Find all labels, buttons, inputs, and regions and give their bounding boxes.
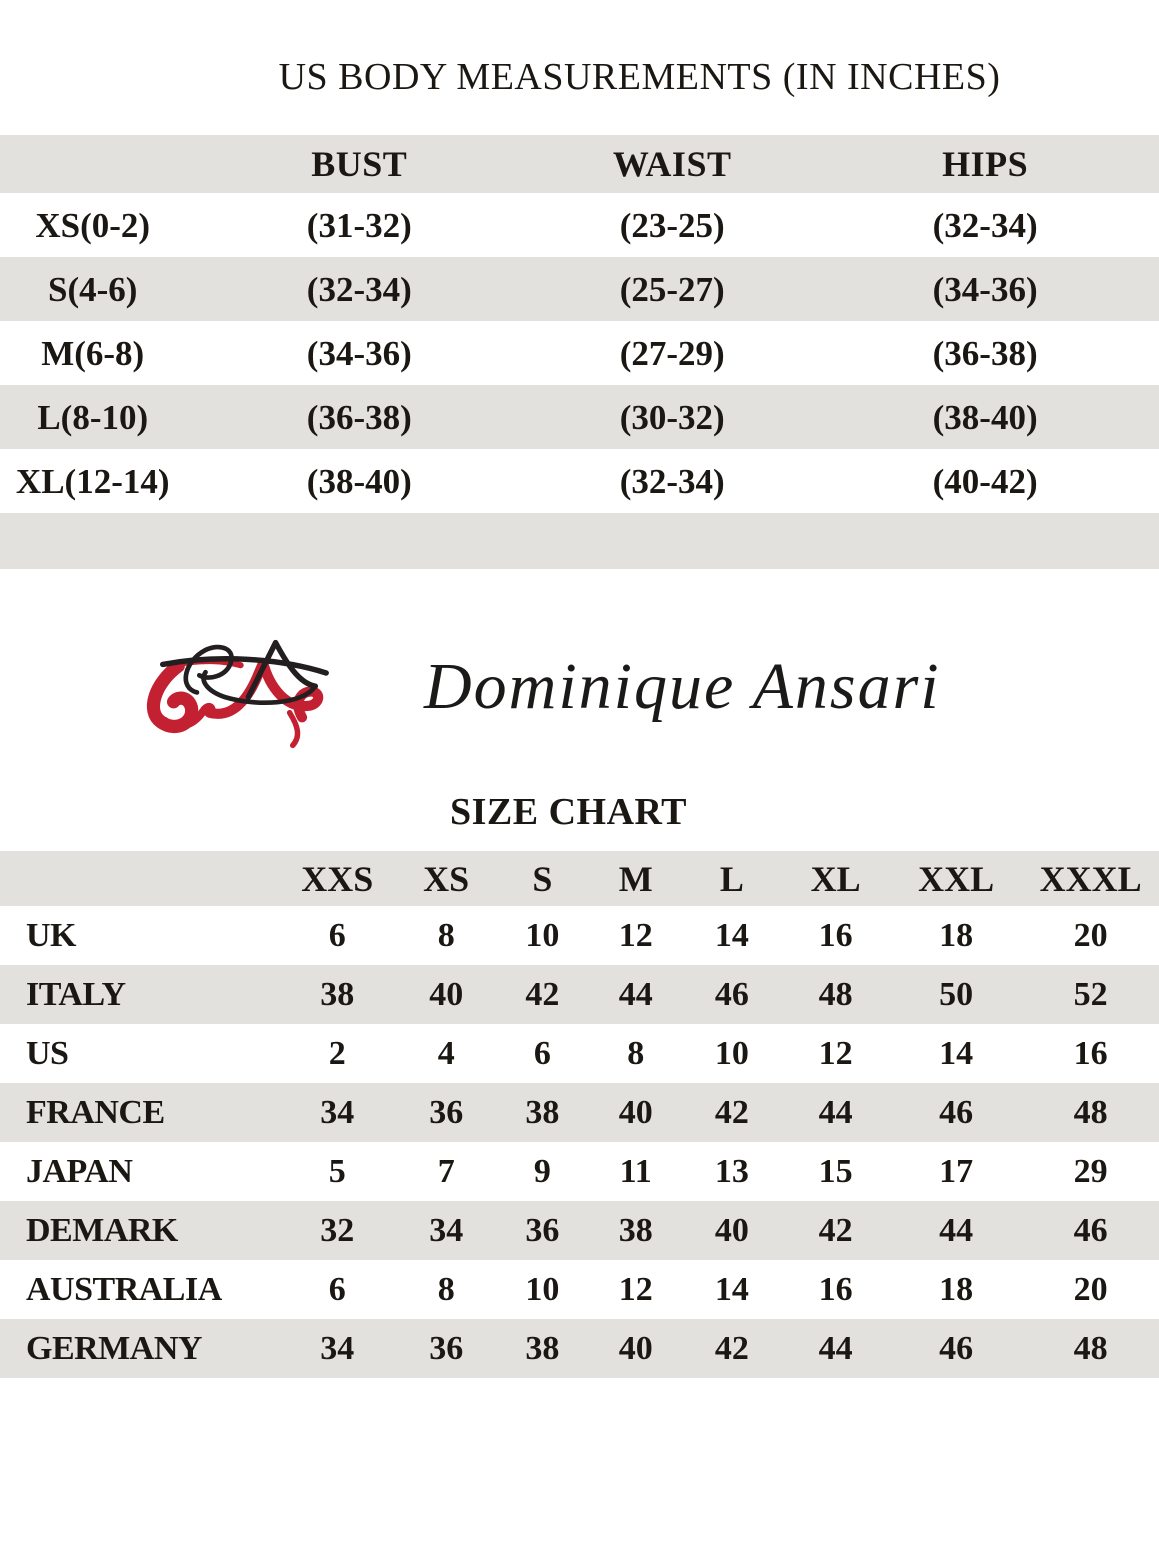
size-value: 44	[939, 1211, 974, 1249]
size-chart-page	[0, 52, 1159, 1378]
size-value: 14	[714, 1270, 749, 1308]
table-row	[0, 1319, 1159, 1378]
waist-value: (27-29)	[619, 333, 725, 373]
hips-value: (34-36)	[932, 269, 1038, 309]
us-measurements-table	[0, 135, 1159, 569]
table-row	[0, 193, 1159, 257]
header-blank-cell	[0, 135, 185, 193]
bust-value: (32-34)	[306, 269, 412, 309]
size-value: 16	[818, 1270, 853, 1308]
us-measurements-title: US BODY MEASUREMENTS (IN INCHES)	[278, 56, 1001, 98]
size-value: 7	[437, 1152, 455, 1190]
size-value: 46	[714, 975, 749, 1013]
size-value: 13	[714, 1152, 749, 1190]
header-blank-cell	[0, 851, 278, 906]
hips-value: (36-38)	[932, 333, 1038, 373]
size-value: 29	[1073, 1152, 1108, 1190]
header-xs: XS	[423, 858, 470, 899]
size-value: 16	[1073, 1034, 1108, 1072]
size-value: 6	[328, 1270, 346, 1308]
country-label: FRANCE	[26, 1093, 165, 1131]
table-row	[0, 1201, 1159, 1260]
size-value: 34	[320, 1329, 355, 1367]
size-value: 44	[818, 1329, 853, 1367]
header-xxs: XXS	[301, 858, 374, 899]
size-value: 18	[939, 916, 974, 954]
size-value: 10	[714, 1034, 749, 1072]
size-label: L(8-10)	[37, 397, 149, 437]
bust-value: (36-38)	[306, 397, 412, 437]
table-row	[0, 321, 1159, 385]
header-waist: WAIST	[612, 144, 732, 184]
size-value: 38	[525, 1329, 560, 1367]
table-row	[0, 965, 1159, 1024]
header-xxxl: XXXL	[1039, 858, 1142, 899]
country-label: US	[26, 1034, 69, 1072]
table-row	[0, 1260, 1159, 1319]
table-row	[0, 906, 1159, 965]
size-value: 20	[1073, 1270, 1108, 1308]
waist-value: (32-34)	[619, 461, 725, 501]
table-row	[0, 257, 1159, 321]
table-row	[0, 385, 1159, 449]
country-label: AUSTRALIA	[26, 1270, 222, 1308]
size-value: 32	[320, 1211, 355, 1249]
spacer-row	[0, 513, 1159, 569]
size-chart-header-row	[0, 851, 1159, 906]
country-label: UK	[26, 916, 76, 954]
header-xxl: XXL	[918, 858, 995, 899]
size-value: 2	[328, 1034, 346, 1072]
bust-value: (31-32)	[306, 205, 412, 245]
country-label: ITALY	[26, 975, 126, 1013]
size-value: 44	[618, 975, 653, 1013]
header-hips: HIPS	[942, 144, 1029, 184]
size-label: XS(0-2)	[35, 205, 151, 245]
size-value: 20	[1073, 916, 1108, 954]
size-label: S(4-6)	[48, 269, 138, 309]
hips-value: (38-40)	[932, 397, 1038, 437]
size-value: 38	[618, 1211, 653, 1249]
international-size-table	[0, 851, 1159, 1378]
header-s: S	[532, 858, 553, 899]
size-value: 14	[714, 916, 749, 954]
size-value: 10	[525, 916, 560, 954]
size-value: 12	[818, 1034, 853, 1072]
size-value: 36	[429, 1093, 464, 1131]
size-value: 48	[818, 975, 853, 1013]
size-value: 40	[714, 1211, 749, 1249]
size-value: 46	[1073, 1211, 1108, 1249]
header-xl: XL	[810, 858, 861, 899]
size-value: 42	[818, 1211, 853, 1249]
hips-value: (40-42)	[932, 461, 1038, 501]
size-value: 8	[627, 1034, 645, 1072]
size-value: 11	[619, 1152, 652, 1190]
bust-value: (34-36)	[306, 333, 412, 373]
brand-header	[130, 615, 1159, 773]
size-label: XL(12-14)	[15, 461, 170, 501]
size-value: 40	[618, 1329, 653, 1367]
size-value: 36	[525, 1211, 560, 1249]
us-measurements-header-row	[0, 135, 1159, 193]
size-value: 14	[939, 1034, 974, 1072]
size-label: M(6-8)	[41, 333, 145, 373]
size-value: 9	[533, 1152, 551, 1190]
size-value: 8	[437, 1270, 455, 1308]
size-value: 18	[939, 1270, 974, 1308]
dominique-ansari-monogram-icon	[130, 618, 348, 770]
size-value: 38	[525, 1093, 560, 1131]
size-value: 4	[437, 1034, 455, 1072]
header-m: M	[618, 858, 653, 899]
waist-value: (30-32)	[619, 397, 725, 437]
size-value: 8	[437, 916, 455, 954]
bust-value: (38-40)	[306, 461, 412, 501]
size-value: 34	[429, 1211, 464, 1249]
country-label: JAPAN	[26, 1152, 133, 1190]
size-value: 36	[429, 1329, 464, 1367]
country-label: GERMANY	[26, 1329, 202, 1367]
size-chart-title: SIZE CHART	[449, 791, 687, 833]
size-value: 40	[618, 1093, 653, 1131]
size-value: 15	[818, 1152, 853, 1190]
spacer-cell	[0, 513, 1159, 569]
size-value: 48	[1073, 1329, 1108, 1367]
size-value: 5	[328, 1152, 346, 1190]
size-value: 42	[525, 975, 560, 1013]
size-value: 34	[320, 1093, 355, 1131]
table-row	[0, 449, 1159, 513]
header-bust: BUST	[311, 144, 408, 184]
waist-value: (23-25)	[619, 205, 725, 245]
table-row	[0, 1024, 1159, 1083]
size-value: 10	[525, 1270, 560, 1308]
size-value: 17	[939, 1152, 974, 1190]
table-row	[0, 1142, 1159, 1201]
size-value: 6	[328, 916, 346, 954]
size-value: 12	[618, 916, 653, 954]
header-l: L	[719, 858, 744, 899]
size-value: 44	[818, 1093, 853, 1131]
size-value: 42	[714, 1093, 749, 1131]
size-value: 46	[939, 1093, 974, 1131]
size-value: 40	[429, 975, 464, 1013]
size-value: 42	[714, 1329, 749, 1367]
size-value: 48	[1073, 1093, 1108, 1131]
hips-value: (32-34)	[932, 205, 1038, 245]
table-row	[0, 1083, 1159, 1142]
waist-value: (25-27)	[619, 269, 725, 309]
size-value: 52	[1073, 975, 1108, 1013]
size-value: 46	[939, 1329, 974, 1367]
size-value: 50	[939, 975, 974, 1013]
brand-name: Dominique Ansari	[424, 650, 941, 723]
size-value: 38	[320, 975, 355, 1013]
size-value: 12	[618, 1270, 653, 1308]
size-value: 16	[818, 916, 853, 954]
size-value: 6	[533, 1034, 551, 1072]
country-label: DEMARK	[26, 1211, 178, 1249]
